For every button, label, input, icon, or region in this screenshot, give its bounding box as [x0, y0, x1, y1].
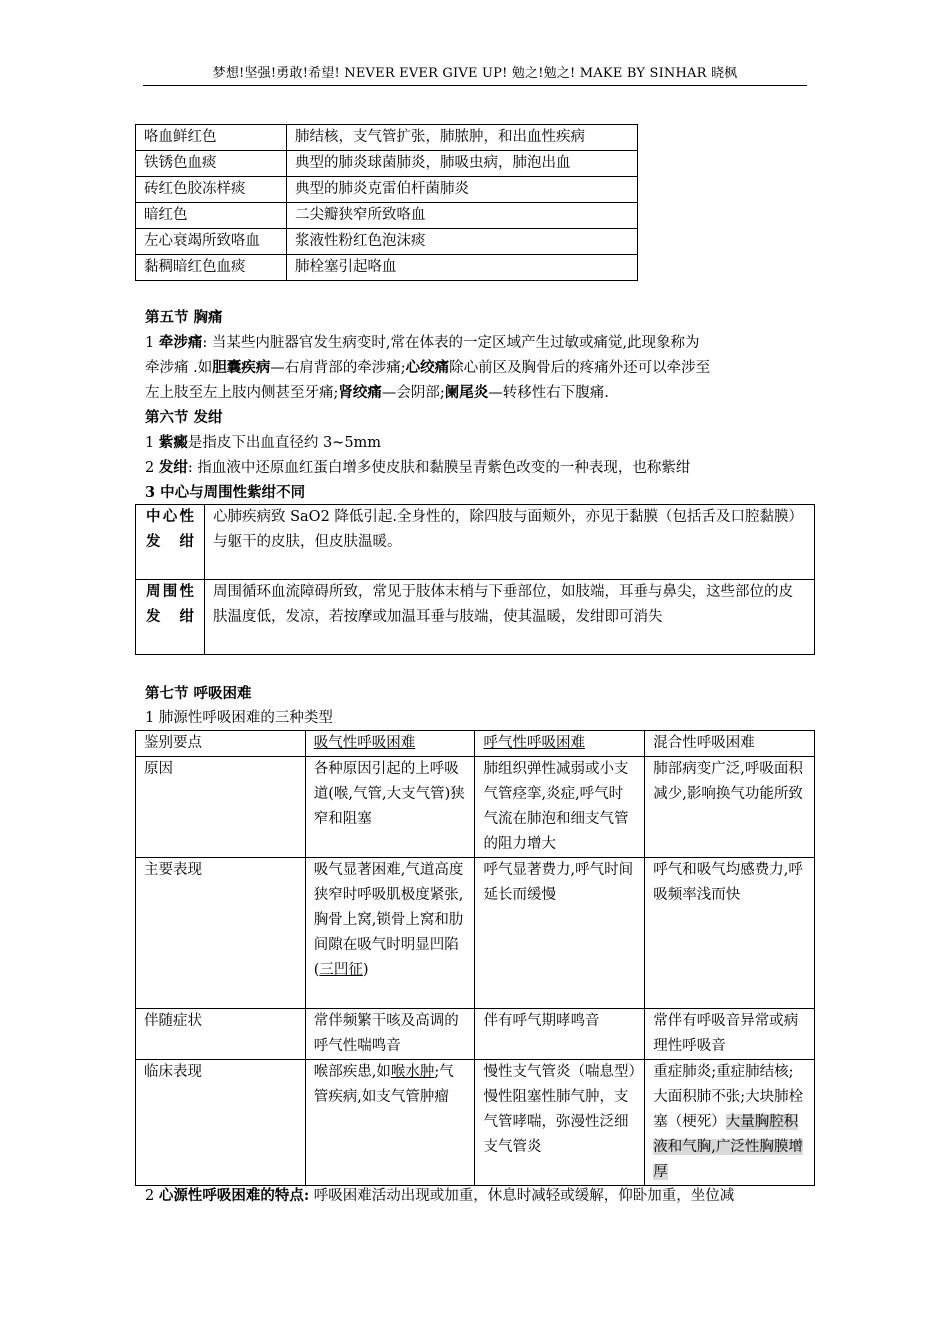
table-cell: 肺组织弹性减弱或小支气管痉挛,炎症,呼气时气流在肺泡和细支气管的阻力增大 — [475, 757, 645, 858]
row-description: 心肺疾病致 SaO2 降低引起.全身性的，除四肢与面颊外，亦见于黏膜（包括舌及口腔黏膜）与躯干的皮肤，但皮肤温暖。 — [205, 505, 815, 580]
referred-pain-line2 — [145, 355, 815, 381]
table-cell: 慢性支气管炎（喘息型）慢性阻塞性肺气肿，支气管哮喘，弥漫性泛细支气管炎 — [475, 1060, 645, 1186]
table-cell: 铁锈色血痰 — [136, 151, 287, 177]
term-angina: 心绞痛 — [405, 359, 450, 376]
term-three-depression-sign: 三凹征 — [319, 962, 363, 978]
table-cell: 典型的肺炎球菌肺炎，肺吸虫病，肺泡出血 — [287, 151, 638, 177]
section5-title: 第五节 胸痛 — [145, 309, 223, 326]
table-cell: 常伴频繁干咳及高调的呼气性喘鸣音 — [305, 1009, 475, 1060]
table-cell: 各种原因引起的上呼吸道(喉,气管,大支气管)狭窄和阻塞 — [305, 757, 475, 858]
table-cell — [305, 858, 475, 1009]
table-cell: 黏稠暗红色血痰 — [136, 255, 287, 281]
row-label: 主要表现 — [136, 858, 306, 1009]
row-description: 周围循环血流障碍所致，常见于肢体末梢与下垂部位，如肢端，耳垂与鼻尖，这些部位的皮肤温度低，发凉，若按摩或加温耳垂与肢端，使其温暖，发绀即可消失 — [205, 580, 815, 655]
row-label: 原因 — [136, 757, 306, 858]
paragraph-text: 牵涉痛 .如 — [145, 360, 213, 376]
table-row — [136, 1009, 815, 1060]
table-cell: 左心衰竭所致咯血 — [136, 229, 287, 255]
table-cell: 肺栓塞引起咯血 — [287, 255, 638, 281]
paragraph-text: : 当某些内脏器官发生病变时,常在体表的一定区域产生过敏或痛觉,此现象称为 — [202, 335, 700, 351]
term-gallbladder: 胆囊疾病 — [212, 359, 271, 376]
cell-text: ;气管疾病,如支气管肿瘤 — [313, 1064, 454, 1105]
header-cell: 呼气性呼吸困难 — [475, 731, 645, 757]
table-cell: 肺结核，支气管扩张，肺脓肿，和出血性疾病 — [287, 125, 638, 151]
table-row — [136, 1060, 815, 1186]
paragraph-text: 左上肢至左上肢内侧甚至牙痛; — [145, 385, 339, 401]
row-label: 周围性发绀 — [136, 580, 205, 655]
table-cell: 典型的肺炎克雷伯杆菌肺炎 — [287, 177, 638, 203]
table-row — [136, 177, 638, 203]
item-number: 2 — [145, 1188, 159, 1204]
table-row — [136, 229, 638, 255]
paragraph-text: : 指血液中还原血红蛋白增多使皮肤和黏膜呈青紫色改变的一种表现，也称紫绀 — [187, 460, 691, 476]
table-cell: 咯血鲜红色 — [136, 125, 287, 151]
term-referred-pain: 牵涉痛 — [158, 334, 203, 351]
header-cell: 混合性呼吸困难 — [645, 731, 815, 757]
table-row — [136, 858, 815, 1009]
table-cell: 暗红色 — [136, 203, 287, 229]
table-header-row — [136, 731, 815, 757]
paragraph-text: —会阴部; — [381, 385, 445, 401]
table-row — [136, 757, 815, 858]
item-number: 2 — [145, 460, 159, 476]
table-row — [136, 203, 638, 229]
cell-text: 喉部疾患,如 — [313, 1064, 391, 1080]
table-cell: 常伴有呼吸音异常或病理性呼吸音 — [645, 1009, 815, 1060]
table-cell: 伴有呼气期哮鸣音 — [475, 1009, 645, 1060]
term-appendicitis: 阑尾炎 — [444, 384, 489, 401]
cell-text: ) — [362, 962, 369, 978]
highlighted-text: 大量胸腔积液和气胸,广泛性胸膜增厚 — [653, 1114, 803, 1180]
term-purpura: 紫癜 — [158, 434, 188, 451]
table-cell — [305, 1060, 475, 1186]
purpura-line — [145, 430, 815, 456]
cyanosis-compare-heading: 3 中心与周围性紫绀不同 — [145, 484, 306, 501]
section6-title: 第六节 发绀 — [145, 409, 223, 426]
term-cyanosis: 发绀 — [158, 459, 188, 476]
table-row — [136, 151, 638, 177]
page-header: 梦想!坚强!勇敢!希望! NEVER EVER GIVE UP! 勉之!勉之! MAKE BY SINHAR 晓枫 — [143, 66, 807, 86]
row-label: 中心性发绀 — [136, 505, 205, 580]
item-number: 1 — [145, 335, 159, 351]
paragraph-text: —右肩背部的牵涉痛; — [270, 360, 406, 376]
item-number: 1 — [145, 435, 159, 451]
cell-text: 吸气显著困难,气道高度狭窄时呼吸肌极度紧张,胸骨上窝,锁骨上窝和肋间隙在吸气时明显凹陷( — [313, 862, 464, 978]
paragraph-text: 呼吸困难活动出现或加重，休息时减轻或缓解，仰卧加重，坐位减 — [309, 1188, 735, 1204]
cardiac-dyspnea-line — [145, 1183, 815, 1209]
table-row — [136, 505, 815, 580]
term-cardiac-dyspnea: 心源性呼吸困难的特点: — [158, 1187, 310, 1204]
row-label: 临床表现 — [136, 1060, 306, 1186]
table-cell: 二尖瓣狭窄所致咯血 — [287, 203, 638, 229]
referred-pain-line1 — [145, 330, 815, 356]
dyspnea-table — [135, 730, 815, 1186]
cyanosis-table — [135, 504, 815, 655]
table-row — [136, 580, 815, 655]
table-cell: 浆液性粉红色泡沫痰 — [287, 229, 638, 255]
term-laryngeal-edema: 喉水肿 — [390, 1064, 435, 1080]
cell-text: 重症肺炎;重症肺结核;大面积肺不张;大块肺栓塞（梗死） — [653, 1064, 804, 1130]
table-cell: 肺部病变广泛,呼吸面积减少,影响换气功能所致 — [645, 757, 815, 858]
hemoptysis-color-table — [135, 124, 638, 281]
table-cell: 砖红色胶冻样痰 — [136, 177, 287, 203]
paragraph-text: —转移性右下腹痛. — [488, 385, 609, 401]
paragraph-text: 是指皮下出血直径约 3~5mm — [187, 435, 382, 451]
table-cell: 呼气显著费力,呼气时间延长而缓慢 — [475, 858, 645, 1009]
header-cell: 鉴别要点 — [136, 731, 306, 757]
table-row — [136, 255, 638, 281]
section7-title: 第七节 呼吸困难 — [145, 685, 252, 702]
table-cell — [645, 1060, 815, 1186]
header-cell: 吸气性呼吸困难 — [305, 731, 475, 757]
pulmonary-dyspnea-heading: 1 肺源性呼吸困难的三种类型 — [145, 710, 333, 726]
table-cell: 呼气和吸气均感费力,呼吸频率浅而快 — [645, 858, 815, 1009]
table-row — [136, 125, 638, 151]
row-label: 伴随症状 — [136, 1009, 306, 1060]
term-renal-colic: 肾绞痛 — [338, 384, 382, 401]
cyanosis-line — [145, 455, 815, 481]
paragraph-text: 除心前区及胸骨后的疼痛外还可以牵涉至 — [449, 360, 711, 376]
referred-pain-line3 — [145, 380, 815, 406]
